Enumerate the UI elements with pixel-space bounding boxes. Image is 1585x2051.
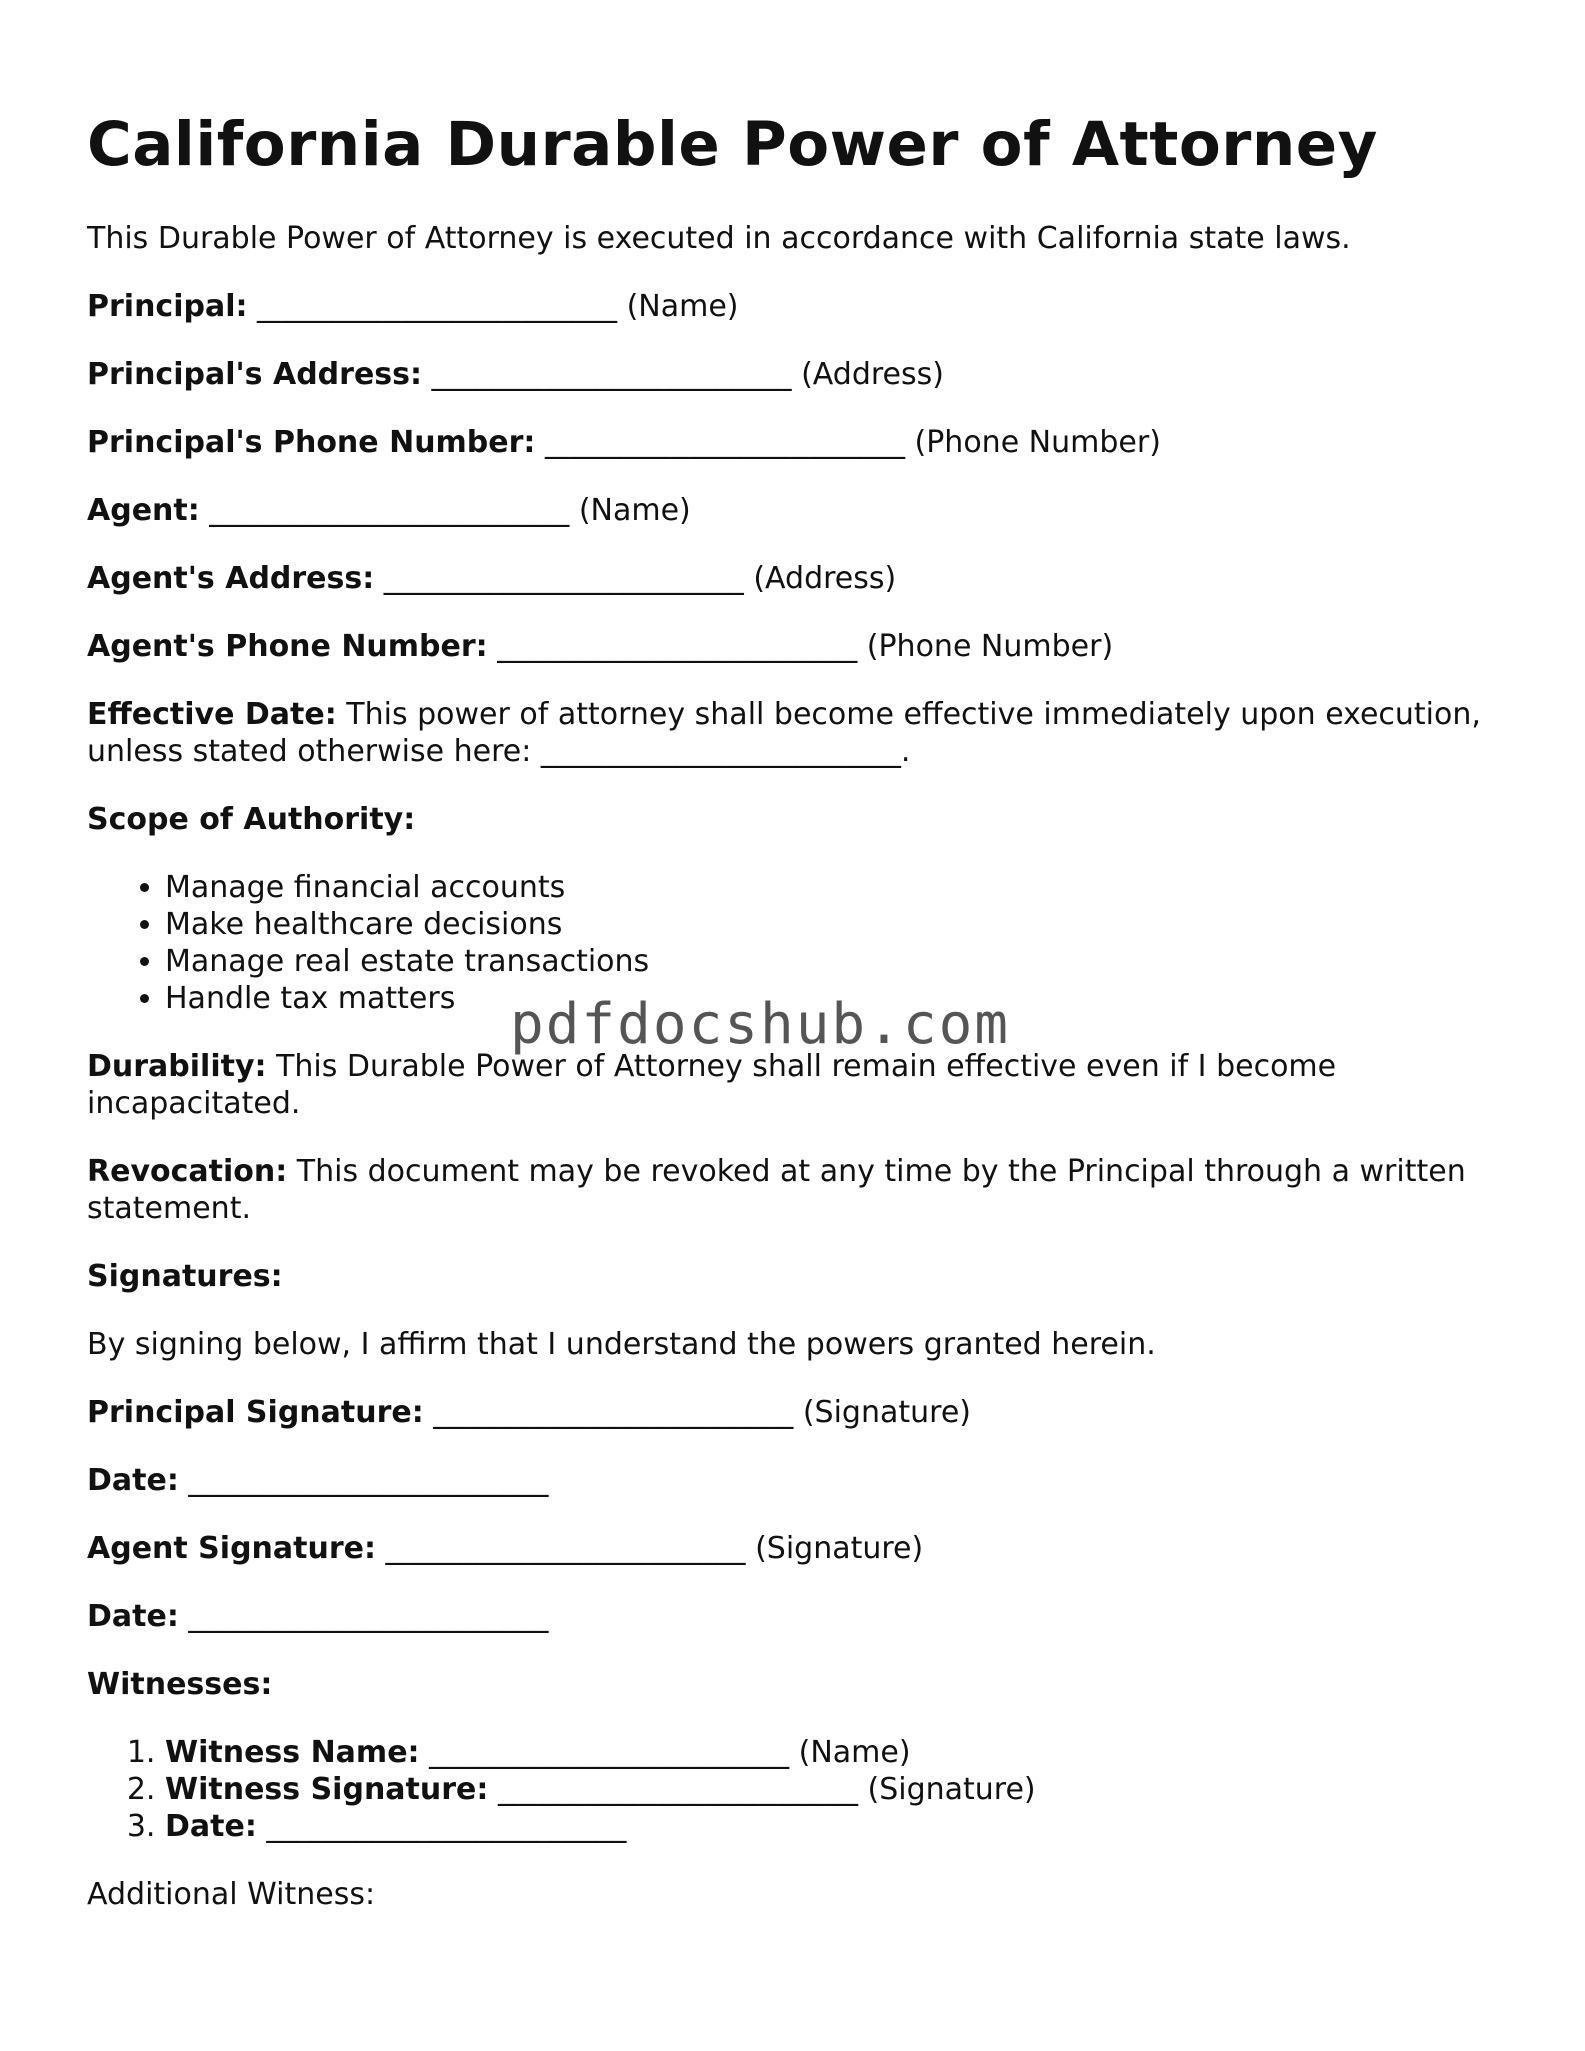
signatures-heading-label: Signatures: [87, 1259, 283, 1295]
fill-blank[interactable]: ________________________ [544, 425, 905, 461]
fill-blank[interactable]: ________________________ [385, 1531, 746, 1567]
field-label: Date: [165, 1809, 257, 1845]
field-hint: (Name) [798, 1735, 911, 1771]
fill-blank[interactable]: ________________________ [497, 1772, 858, 1808]
field-hint: (Name) [626, 289, 739, 325]
field-label: Principal Signature: [87, 1395, 424, 1431]
agent-signature-field [87, 1530, 1527, 1567]
fill-blank[interactable]: ________________________ [209, 493, 570, 529]
intro-text: This Durable Power of Attorney is executed in accordance with California state laws. [87, 221, 1351, 257]
durability-label: Durability: [87, 1049, 267, 1085]
affirm-text: By signing below, I affirm that I understand the powers granted herein. [87, 1327, 1156, 1363]
revocation-label: Revocation: [87, 1154, 288, 1190]
scope-heading [87, 801, 1527, 838]
field-label: Agent's Phone Number: [87, 629, 488, 665]
field-hint: (Phone Number) [866, 629, 1114, 665]
effective-date-text: This power of attorney shall become effective immediately upon execution, unless stated otherwise here: [87, 697, 1481, 770]
field-label: Principal's Phone Number: [87, 425, 536, 461]
agent-name-field [87, 492, 1527, 529]
agent-address-field [87, 560, 1527, 597]
field-label: Principal's Address: [87, 357, 422, 393]
field-label: Date: [87, 1463, 179, 1499]
field-hint: (Address) [753, 561, 897, 597]
effective-date-label: Effective Date: [87, 697, 337, 733]
fill-blank[interactable]: ________________________ [266, 1809, 627, 1845]
principal-name-field [87, 288, 1527, 325]
page-title: California Durable Power of Attorney [87, 109, 1378, 180]
principal-date-field [87, 1462, 1527, 1499]
field-label: Agent: [87, 493, 200, 529]
period: . [900, 734, 911, 770]
revocation-paragraph [87, 1153, 1527, 1227]
fill-blank[interactable]: ________________________ [540, 734, 901, 770]
list-item [165, 1771, 1527, 1808]
witnesses-heading-label: Witnesses: [87, 1667, 273, 1703]
field-hint: (Signature) [755, 1531, 924, 1567]
signatures-heading [87, 1258, 1527, 1295]
list-item: • Manage financial accounts [165, 869, 1527, 906]
revocation-text: This document may be revoked at any time by the Principal through a written statement. [87, 1154, 1466, 1227]
field-hint: (Signature) [867, 1772, 1036, 1808]
field-label: Agent's Address: [87, 561, 375, 597]
fill-blank[interactable]: ________________________ [497, 629, 858, 665]
list-item: • Manage real estate transactions [165, 943, 1527, 980]
fill-blank[interactable]: ________________________ [429, 1735, 790, 1771]
fill-blank[interactable]: ________________________ [383, 561, 744, 597]
field-hint: (Address) [801, 357, 944, 393]
list-item [165, 1808, 1527, 1845]
witnesses-heading [87, 1666, 1527, 1703]
fill-blank[interactable]: ________________________ [433, 1395, 794, 1431]
durability-paragraph [87, 1048, 1527, 1122]
field-label: Principal: [87, 289, 248, 325]
field-hint: (Phone Number) [914, 425, 1161, 461]
field-label: Agent Signature: [87, 1531, 376, 1567]
field-label: Witness Name: [165, 1735, 420, 1771]
effective-date-paragraph [87, 696, 1527, 770]
watermark: pdfdocshub.com [510, 992, 1011, 1057]
agent-phone-field [87, 628, 1527, 665]
field-label: Witness Signature: [165, 1772, 489, 1808]
field-hint: (Name) [578, 493, 691, 529]
fill-blank[interactable]: ________________________ [188, 1599, 549, 1635]
list-item: • Make healthcare decisions [165, 906, 1527, 943]
list-item [165, 1734, 1527, 1771]
scope-heading-label: Scope of Authority: [87, 802, 416, 838]
fill-blank[interactable]: ________________________ [431, 357, 792, 393]
fill-blank[interactable]: ________________________ [257, 289, 618, 325]
principal-signature-field [87, 1394, 1527, 1431]
field-hint: (Signature) [802, 1395, 971, 1431]
agent-date-field [87, 1598, 1527, 1635]
field-label: Date: [87, 1599, 179, 1635]
fill-blank[interactable]: ________________________ [188, 1463, 549, 1499]
durability-text: This Durable Power of Attorney shall remain effective even if I become incapacitated. [87, 1049, 1337, 1122]
principal-phone-field [87, 424, 1527, 461]
additional-witness: Additional Witness: [87, 1877, 376, 1913]
list-item: • Handle tax matters [165, 980, 1527, 1017]
witness-list [87, 1734, 1527, 1845]
principal-address-field [87, 356, 1527, 393]
